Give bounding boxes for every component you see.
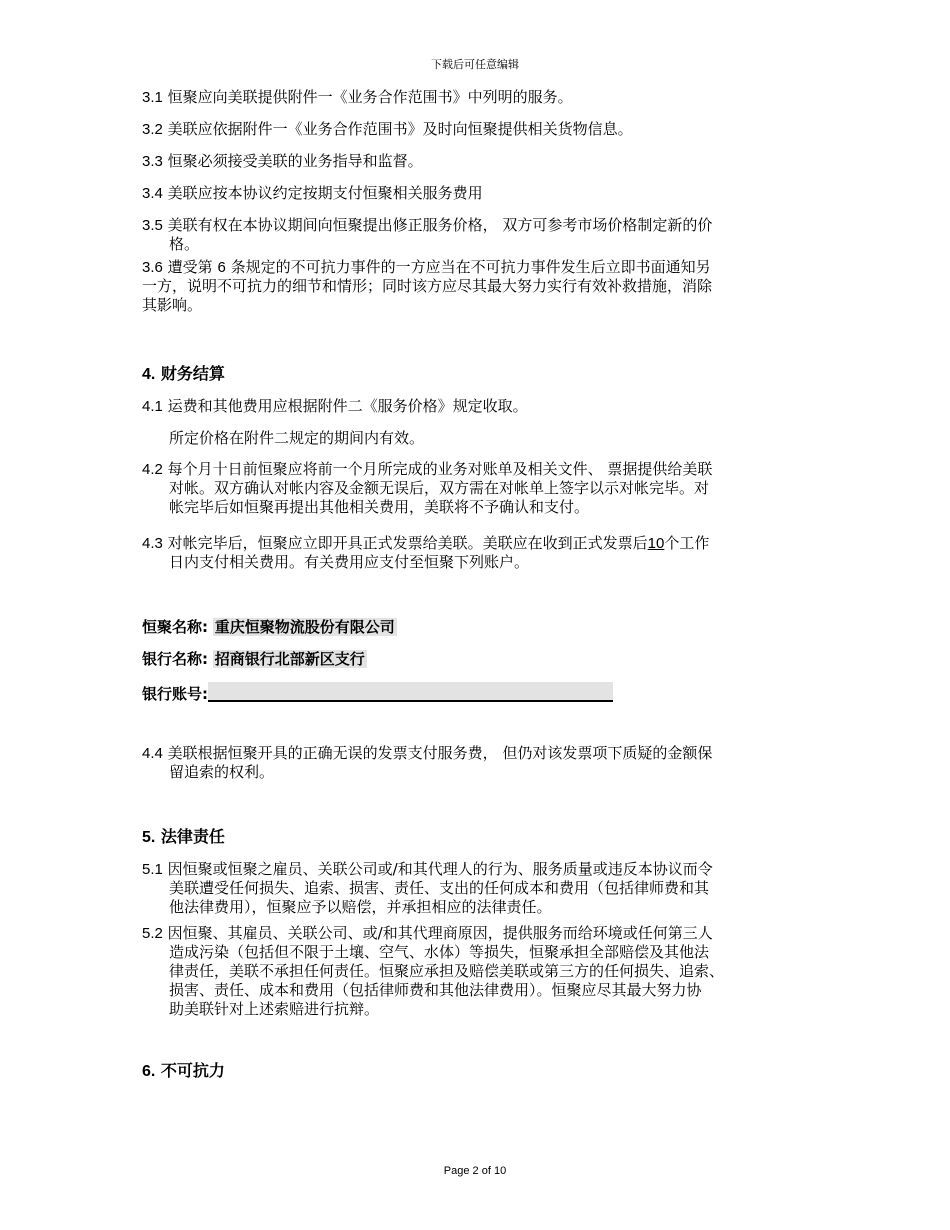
clause-number: 3.1 [142,89,163,106]
clause-3-5 [142,216,862,254]
clause-4-4 [142,744,862,782]
clause-4-1 [142,397,862,416]
clause-text: 美联应依据附件一《业务合作范围书》及时向恒聚提供相关货物信息。 [167,120,633,138]
clause-text: 恒聚必须接受美联的业务指导和监督。 [167,152,423,170]
clause-text: 美联有权在本协议期间向恒聚提出修正服务价格， 双方可参考市场价格制定新的价 [167,216,713,234]
clause-text-cont: 其影响。 [142,296,203,314]
section-number: 5. [142,829,156,846]
clause-number: 3.6 [142,259,163,276]
clause-3-4 [142,184,862,203]
clause-text-cont: 损害、责任、成本和费用（包括律师费和其他法律费用）。恒聚应尽其最大努力协 [169,981,702,999]
clause-number: 4.4 [142,745,163,762]
bank-account-row [142,682,862,704]
clause-text-cont: 美联遭受任何损失、追索、损害、责任、支出的任何成本和费用（包括律师费和其 [169,879,710,897]
clause-text-cont: 助美联针对上述索赔进行抗辩。 [169,1000,380,1018]
clause-text-cont: 日内支付相关费用。有关费用应支付至恒聚下列账户。 [169,553,530,571]
clause-text-cont: 格。 [169,235,200,253]
clause-ref: 6 [217,259,226,276]
bank-branch-row [142,650,862,669]
section-title: 法律责任 [160,827,225,846]
bank-account-label: 银行账号: [142,685,208,703]
section-6-heading [142,1061,862,1081]
clause-number: 5.1 [142,861,163,878]
clause-text: 美联根据恒聚开具的正确无误的发票支付服务费， 但仍对该发票项下质疑的金额保 [167,744,713,762]
section-title: 财务结算 [160,364,225,383]
clause-text: 每个月十日前恒聚应将前一个月所完成的业务对账单及相关文件、 票据提供给美联 [167,460,713,478]
clause-number: 3.4 [142,185,163,202]
clause-text: 因恒聚或恒聚之雇员、关联公司或/和其代理人的行为、服务质量或违反本协议而令 [167,860,713,878]
clause-text-cont: 律责任，美联不承担任何责任。恒聚应承担及赔偿美联或第三方的任何损失、追索、 [169,962,725,980]
clause-number: 4.2 [142,461,163,478]
clause-3-1 [142,88,862,107]
bank-name-row [142,618,862,637]
clause-3-2 [142,120,862,139]
clause-5-1 [142,860,862,917]
clause-text: 条规定的不可抗力事件的一方应当在不可抗力事件发生后立即书面通知另 [230,258,711,276]
clause-text: 对帐完毕后，恒聚应立即开具正式发票给美联。美联应在收到正式发票后 [167,534,648,552]
section-title: 不可抗力 [160,1061,225,1080]
clause-text: 运费和其他费用应根据附件二《服务价格》规定收取。 [167,397,528,415]
company-name-label: 恒聚名称: [142,618,208,636]
company-name-value: 重庆恒聚物流股份有限公司 [214,618,395,636]
clause-4-1-note: 所定价格在附件二规定的期间内有效。 [169,429,425,447]
clause-text: 因恒聚、其雇员、关联公司、或/和其代理商原因，提供服务而给环境或任何第三人 [167,924,713,942]
clause-4-2 [142,460,862,517]
clause-text-cont: 一方，说明不可抗力的细节和情形；同时该方应尽其最大努力实行有效补救措施，消除 [142,277,713,295]
clause-number: 4.3 [142,535,163,552]
clause-text: 遭受第 [167,258,213,276]
page-footer: Page 2 of 10 [443,1165,507,1177]
bank-name-value: 招商银行北部新区支行 [214,650,365,668]
clause-number: 5.2 [142,925,163,942]
page-header: 下载后可任意编辑 [431,58,519,71]
clause-text-cont: 他法律费用），恒聚应予以赔偿，并承担相应的法律责任。 [169,898,552,916]
clause-number: 3.2 [142,121,163,138]
clause-text: 美联应按本协议约定按期支付恒聚相关服务费用 [167,184,483,202]
clause-number: 4.1 [142,398,163,415]
payment-days: 10 [647,535,665,552]
clause-text-cont: 造成污染（包括但不限于土壤、空气、水体）等损失，恒聚承担全部赔偿及其他法 [169,943,710,961]
bank-name-label: 银行名称: [142,650,208,668]
clause-3-6 [142,258,862,315]
clause-text: 恒聚应向美联提供附件一《业务合作范围书》中列明的服务。 [167,88,573,106]
section-number: 6. [142,1063,156,1080]
clause-text-cont: 对帐。双方确认对帐内容及金额无误后，双方需在对帐单上签字以示对帐完毕。对 [169,479,710,497]
clause-5-2 [142,924,862,1019]
clause-number: 3.3 [142,153,163,170]
bank-account-blank [208,682,613,702]
clause-number: 3.5 [142,217,163,234]
section-number: 4. [142,366,156,383]
clause-text: 个工作 [664,534,710,552]
section-4-heading [142,364,862,384]
clause-text-cont: 留追索的权利。 [169,763,275,781]
section-5-heading [142,827,862,847]
clause-4-3 [142,534,862,572]
clause-3-3 [142,152,862,171]
clause-text-cont: 帐完毕后如恒聚再提出其他相关费用，美联将不予确认和支付。 [169,498,590,516]
